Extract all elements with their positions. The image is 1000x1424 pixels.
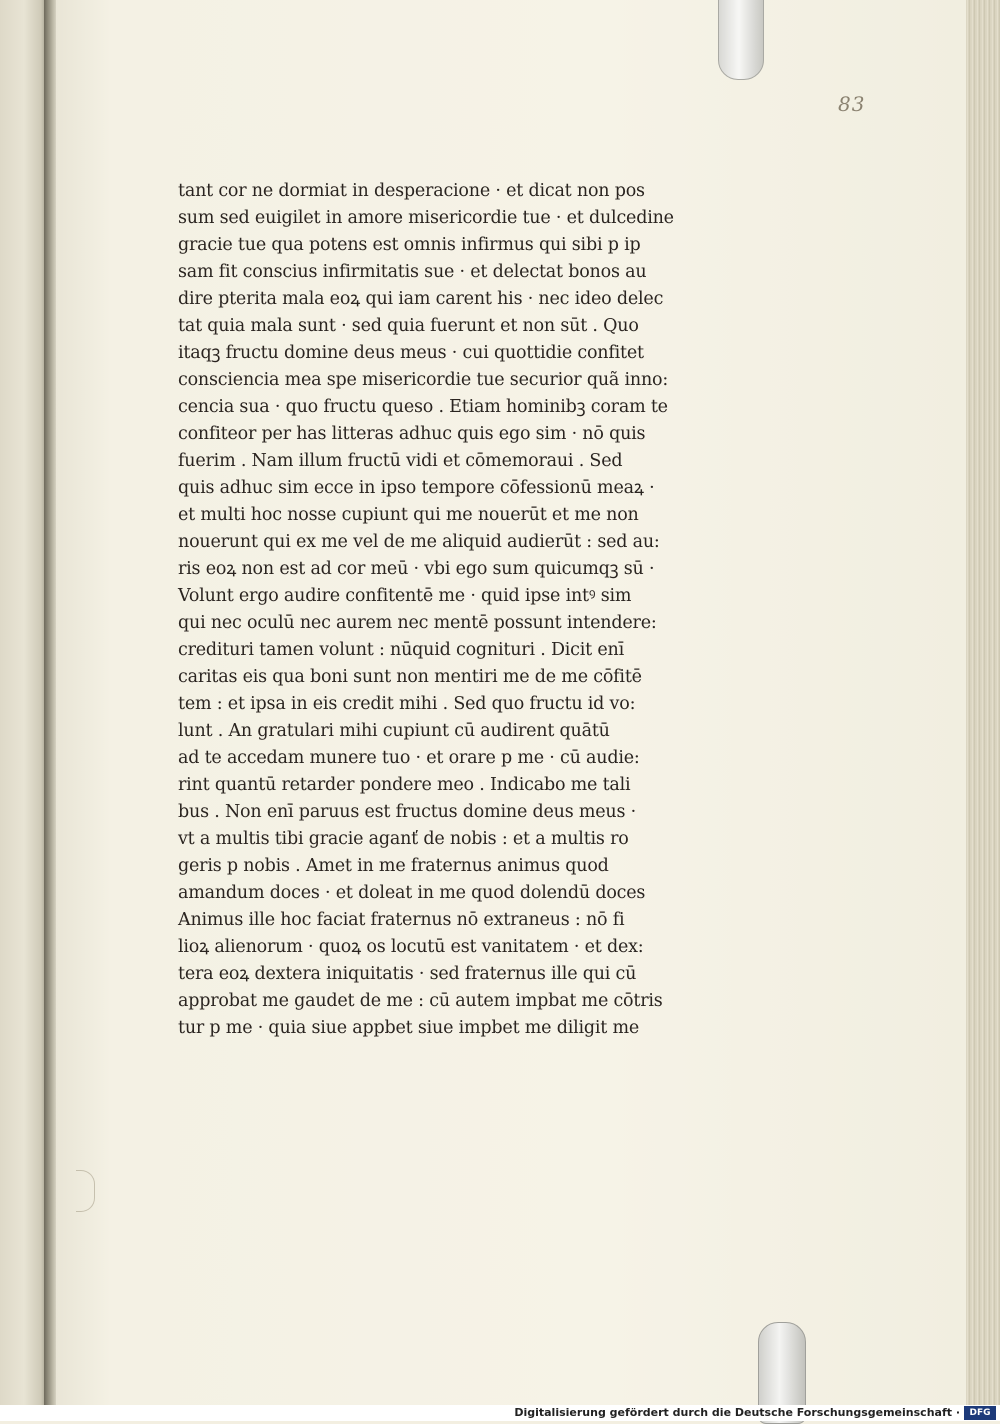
- text-line: credituri tamen volunt : nūquid cognituri . Dicit enī: [178, 640, 624, 660]
- text-line: lioꝝ alienorum · quoꝝ os locutū est vanitatem · et dex:: [178, 937, 644, 957]
- text-line: bus . Non enī paruus est fructus domine deus meus ·: [178, 802, 637, 822]
- text-line: rint quantū retarder pondere meo . Indicabo me tali: [178, 775, 631, 795]
- text-line: tant cor ne dormiat in desperacione · et dicat non pos: [178, 181, 645, 201]
- text-line: dire pterita mala eoꝝ qui iam carent his · nec ideo delec: [178, 289, 664, 309]
- text-line: vt a multis tibi gracie aganť de nobis : et a multis ro: [178, 829, 629, 849]
- text-line: lunt . An gratulari mihi cupiunt cū audirent quātū: [178, 721, 610, 741]
- text-line: Volunt ergo audire confitentē me · quid ipse intꝰ sim: [178, 586, 632, 606]
- dfg-logo: DFG: [964, 1406, 996, 1420]
- text-line: fuerim . Nam illum fructū vidi et cōmemoraui . Sed: [178, 451, 623, 471]
- text-line: approbat me gaudet de me : cū autem impbat me cōtris: [178, 991, 663, 1011]
- text-line: quis adhuc sim ecce in ipso tempore cōfessionū meaꝝ ·: [178, 478, 655, 498]
- text-line: nouerunt qui ex me vel de me aliquid audierūt : sed au:: [178, 532, 660, 552]
- text-column: [178, 178, 698, 1042]
- text-line: tur p me · quia siue appbet siue impbet me diligit me: [178, 1018, 640, 1038]
- text-line: geris p nobis . Amet in me fraternus animus quod: [178, 856, 609, 876]
- text-line: cencia sua · quo fructu queso . Etiam hominibꝫ coram te: [178, 397, 668, 417]
- text-line: caritas eis qua boni sunt non mentiri me de me cōfitē: [178, 667, 642, 687]
- text-line: consciencia mea spe misericordie tue securior quã inno:: [178, 370, 669, 390]
- text-line: sum sed euigilet in amore misericordie tue · et dulcedine: [178, 208, 674, 228]
- text-line: Animus ille hoc faciat fraternus nō extraneus : nō fi: [178, 910, 625, 930]
- text-line: sam fit conscius infirmitatis sue · et delectat bonos au: [178, 262, 647, 282]
- text-line: itaqꝫ fructu domine deus meus · cui quottidie confitet: [178, 343, 644, 363]
- text-line: gracie tue qua potens est omnis infirmus qui sibi p ip: [178, 235, 641, 255]
- pencil-mark: [76, 1170, 95, 1212]
- text-line: amandum doces · et doleat in me quod dolendū doces: [178, 883, 646, 903]
- left-page-edge: [0, 0, 48, 1405]
- folio-number: 83: [838, 92, 866, 116]
- text-line: ad te accedam munere tuo · et orare p me · cū audie:: [178, 748, 640, 768]
- top-clip: [718, 0, 764, 80]
- text-line: ris eoꝝ non est ad cor meū · vbi ego sum quicumqꝫ sū ·: [178, 559, 655, 579]
- text-line: confiteor per has litteras adhuc quis ego sim · nō quis: [178, 424, 646, 444]
- text-line: tat quia mala sunt · sed quia fuerunt et non sūt . Quo: [178, 316, 639, 336]
- text-line: tem : et ipsa in eis credit mihi . Sed quo fructu id vo:: [178, 694, 636, 714]
- page-stack-edge: [966, 0, 1000, 1405]
- text-line: et multi hoc nosse cupiunt qui me nouerūt et me non: [178, 505, 639, 525]
- text-line: qui nec oculū nec aurem nec mentē possunt intendere:: [178, 613, 657, 633]
- text-line: tera eoꝝ dextera iniquitatis · sed fraternus ille qui cū: [178, 964, 637, 984]
- funding-credit: Digitalisierung gefördert durch die Deutsche Forschungsgemeinschaft ·: [514, 1406, 960, 1419]
